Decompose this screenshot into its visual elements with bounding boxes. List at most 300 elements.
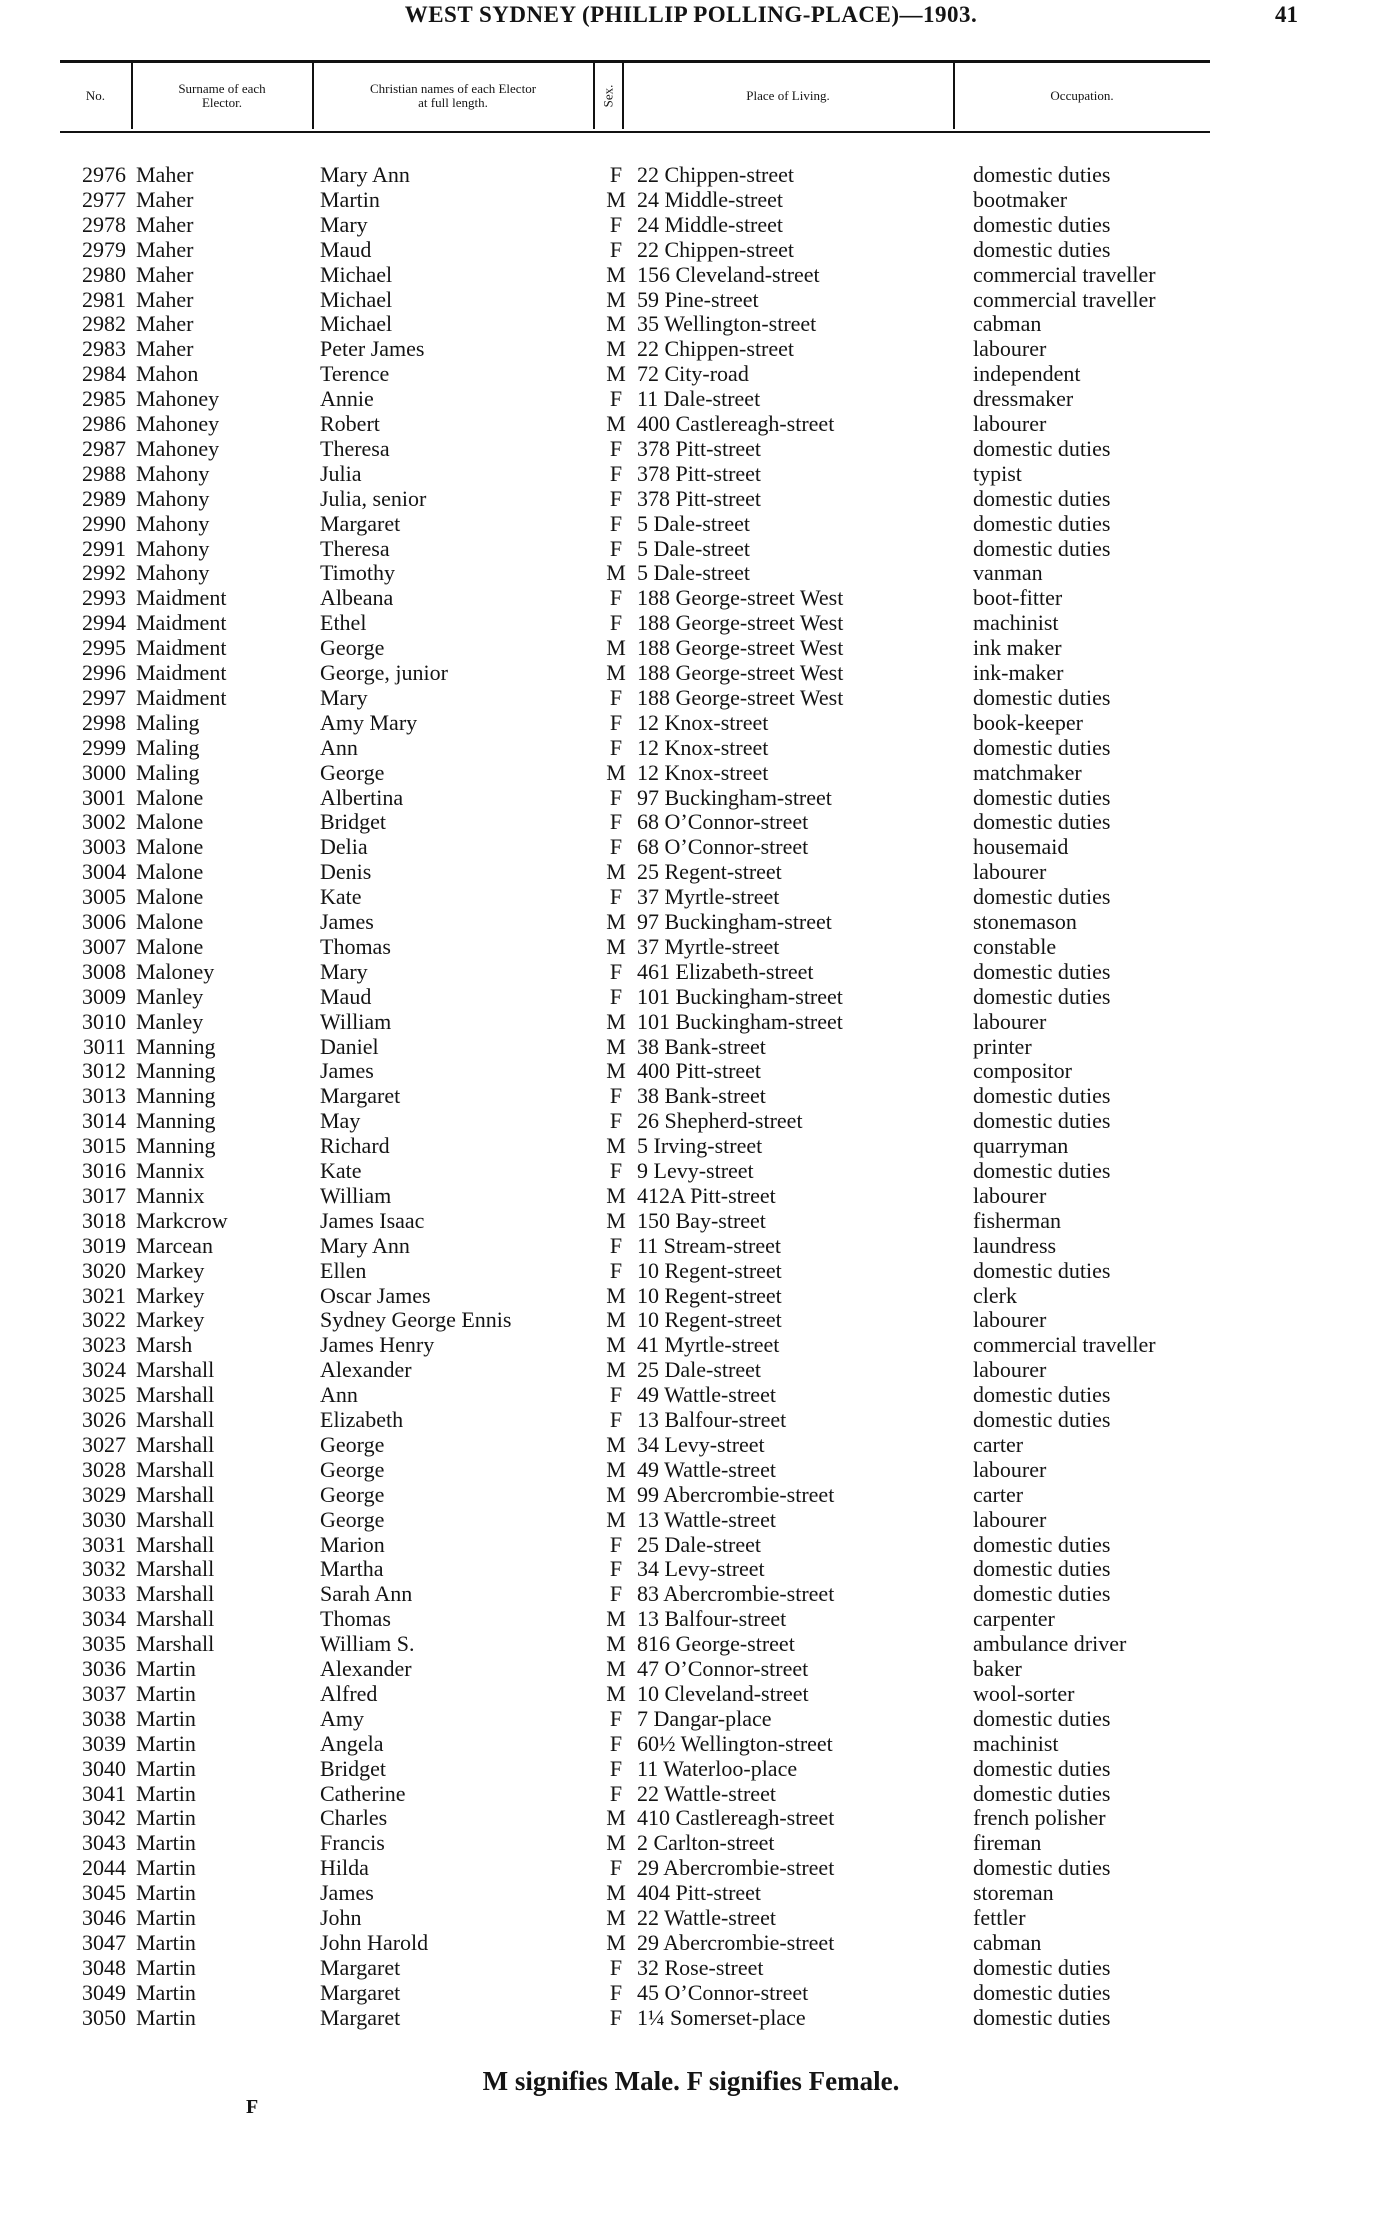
elector-occupation: commercial traveller	[973, 1332, 1156, 1358]
elector-christian-names: Delia	[320, 834, 368, 860]
elector-number: 2991	[82, 535, 126, 561]
elector-place-of-living: 7 Dangar-place	[637, 1705, 772, 1731]
elector-place-of-living: 12 Knox-street	[637, 759, 769, 785]
elector-occupation: machinist	[973, 1730, 1059, 1756]
elector-place-of-living: 37 Myrtle-street	[637, 884, 780, 910]
elector-place-of-living: 22 Wattle-street	[637, 1780, 776, 1806]
elector-occupation: labourer	[973, 1506, 1047, 1532]
elector-number: 3009	[82, 983, 126, 1009]
elector-surname: Maher	[136, 311, 194, 337]
table-row	[0, 984, 1382, 1009]
elector-surname: Maloney	[136, 958, 215, 984]
elector-place-of-living: 32 Rose-street	[637, 1954, 764, 1980]
table-row	[0, 710, 1382, 735]
elector-occupation: fettler	[973, 1905, 1026, 1930]
elector-occupation: compositor	[973, 1058, 1072, 1084]
elector-place-of-living: 83 Abercrombie-street	[637, 1581, 835, 1607]
elector-place-of-living: 22 Chippen-street	[637, 236, 795, 262]
elector-sex: F	[609, 1705, 623, 1731]
elector-sex: F	[609, 1257, 623, 1283]
elector-sex: F	[609, 386, 623, 412]
table-row	[0, 1183, 1382, 1208]
table-row	[0, 361, 1382, 386]
col-header-no-label: No.	[85, 88, 106, 103]
elector-christian-names: Oscar James	[320, 1282, 431, 1308]
elector-occupation: fisherman	[973, 1207, 1061, 1233]
elector-sex: M	[606, 1357, 626, 1383]
elector-number: 3007	[82, 933, 126, 959]
elector-occupation: domestic duties	[973, 485, 1111, 511]
elector-christian-names: Michael	[320, 311, 393, 337]
elector-number: 2993	[82, 585, 126, 611]
table-row	[0, 1631, 1382, 1656]
elector-occupation: dressmaker	[973, 386, 1074, 412]
elector-christian-names: Thomas	[320, 1606, 391, 1632]
elector-christian-names: George, junior	[320, 660, 448, 685]
elector-christian-names: Theresa	[320, 535, 390, 561]
elector-place-of-living: 59 Pine-street	[637, 286, 759, 312]
elector-surname: Markey	[136, 1307, 205, 1333]
elector-surname: Maher	[136, 162, 194, 187]
elector-sex: M	[606, 1805, 626, 1831]
elector-number: 3037	[82, 1680, 126, 1706]
elector-number: 3013	[82, 1083, 126, 1109]
elector-surname: Marshall	[136, 1506, 215, 1532]
elector-number: 2992	[82, 560, 126, 586]
elector-number: 3017	[82, 1182, 126, 1208]
elector-occupation: carpenter	[973, 1606, 1055, 1632]
elector-sex: F	[609, 809, 623, 835]
table-row	[0, 1332, 1382, 1357]
elector-number: 3030	[82, 1506, 126, 1532]
elector-sex: M	[606, 635, 626, 661]
elector-occupation: domestic duties	[973, 734, 1111, 760]
elector-place-of-living: 34 Levy-street	[637, 1431, 765, 1457]
elector-place-of-living: 11 Waterloo-place	[637, 1755, 798, 1781]
elector-place-of-living: 101 Buckingham-street	[637, 1008, 843, 1034]
elector-number: 3020	[82, 1257, 126, 1283]
elector-occupation: domestic duties	[973, 1705, 1111, 1731]
elector-place-of-living: 10 Cleveland-street	[637, 1680, 809, 1706]
elector-surname: Maher	[136, 236, 194, 262]
elector-place-of-living: 188 George-street West	[637, 610, 844, 636]
elector-occupation: machinist	[973, 610, 1059, 636]
elector-occupation: domestic duties	[973, 1954, 1111, 1980]
table-row	[0, 959, 1382, 984]
elector-place-of-living: 34 Levy-street	[637, 1556, 765, 1582]
elector-christian-names: Alexander	[320, 1357, 412, 1383]
elector-surname: Martin	[136, 1780, 196, 1806]
table-row	[0, 884, 1382, 909]
col-header-occupation	[954, 63, 1210, 129]
elector-christian-names: Robert	[320, 411, 380, 436]
elector-surname: Mahoney	[136, 386, 220, 412]
elector-place-of-living: 11 Stream-street	[637, 1232, 781, 1258]
elector-place-of-living: 41 Myrtle-street	[637, 1332, 780, 1358]
page-title: WEST SYDNEY (PHILLIP POLLING-PLACE)—1903.	[404, 2, 978, 27]
elector-occupation: labourer	[973, 1307, 1047, 1333]
elector-sex: F	[609, 535, 623, 561]
elector-number: 2978	[82, 211, 126, 237]
elector-surname: Malone	[136, 834, 204, 860]
elector-christian-names: Margaret	[320, 1954, 401, 1980]
elector-surname: Markey	[136, 1257, 205, 1283]
table-row	[0, 1905, 1382, 1930]
elector-surname: Maidment	[136, 684, 227, 710]
elector-number: 3050	[82, 2004, 126, 2030]
table-row	[0, 486, 1382, 511]
elector-occupation: ambulance driver	[973, 1631, 1127, 1657]
elector-sex: F	[609, 162, 623, 187]
elector-christian-names: James Isaac	[320, 1207, 425, 1233]
elector-occupation: stonemason	[973, 909, 1077, 934]
elector-sex: F	[609, 734, 623, 760]
elector-number: 3043	[82, 1830, 126, 1856]
elector-place-of-living: 150 Bay-street	[637, 1207, 766, 1233]
elector-number: 3001	[82, 784, 126, 810]
elector-place-of-living: 101 Buckingham-street	[637, 983, 843, 1009]
elector-surname: Markcrow	[136, 1207, 228, 1233]
col-header-christian-line1: Christian names of each Elector	[369, 81, 537, 96]
elector-sex: F	[609, 610, 623, 636]
elector-place-of-living: 60½ Wellington-street	[637, 1730, 833, 1756]
elector-number: 3019	[82, 1232, 126, 1258]
elector-number: 3033	[82, 1581, 126, 1607]
elector-christian-names: Theresa	[320, 435, 390, 461]
elector-place-of-living: 410 Castlereagh-street	[637, 1805, 835, 1831]
elector-christian-names: Richard	[320, 1133, 390, 1159]
elector-sex: M	[606, 759, 626, 785]
elector-surname: Malone	[136, 909, 204, 934]
elector-place-of-living: 25 Dale-street	[637, 1357, 761, 1383]
table-row	[0, 162, 1382, 187]
elector-number: 3022	[82, 1307, 126, 1333]
elector-christian-names: George	[320, 759, 385, 785]
elector-place-of-living: 11 Dale-street	[637, 386, 761, 412]
elector-place-of-living: 188 George-street West	[637, 635, 844, 661]
elector-sex: F	[609, 1780, 623, 1806]
elector-christian-names: Angela	[320, 1730, 384, 1756]
elector-occupation: domestic duties	[973, 983, 1111, 1009]
elector-number: 3045	[82, 1880, 126, 1906]
elector-christian-names: Mary Ann	[320, 162, 410, 187]
elector-place-of-living: 68 O’Connor-street	[637, 834, 809, 860]
elector-christian-names: Albeana	[320, 585, 394, 611]
elector-surname: Mahony	[136, 560, 210, 586]
elector-occupation: labourer	[973, 1008, 1047, 1034]
elector-occupation: storeman	[973, 1880, 1054, 1906]
elector-number: 3031	[82, 1531, 126, 1557]
table-row	[0, 785, 1382, 810]
elector-christian-names: Margaret	[320, 2004, 401, 2030]
elector-occupation: ink-maker	[973, 660, 1064, 685]
elector-place-of-living: 13 Balfour-street	[637, 1606, 787, 1632]
elector-surname: Martin	[136, 2004, 196, 2030]
elector-sex: M	[606, 1481, 626, 1507]
elector-place-of-living: 99 Abercrombie-street	[637, 1481, 835, 1507]
elector-christian-names: Terence	[320, 361, 390, 387]
elector-place-of-living: 400 Pitt-street	[637, 1058, 762, 1084]
elector-christian-names: Marion	[320, 1531, 385, 1557]
elector-surname: Mahon	[136, 361, 199, 387]
elector-place-of-living: 29 Abercrombie-street	[637, 1929, 835, 1955]
elector-surname: Maling	[136, 759, 200, 785]
elector-surname: Marshall	[136, 1382, 215, 1408]
elector-christian-names: Hilda	[320, 1855, 369, 1881]
footer-legend: M signifies Male. F signifies Female.	[482, 2066, 900, 2096]
elector-surname: Maher	[136, 261, 194, 287]
elector-occupation: domestic duties	[973, 1083, 1111, 1109]
elector-christian-names: George	[320, 1481, 385, 1507]
elector-sex: F	[609, 834, 623, 860]
elector-number: 2976	[82, 162, 126, 187]
elector-place-of-living: 38 Bank-street	[637, 1083, 766, 1109]
elector-occupation: wool-sorter	[973, 1680, 1075, 1706]
elector-place-of-living: 29 Abercrombie-street	[637, 1855, 835, 1881]
elector-sex: M	[606, 1332, 626, 1358]
elector-sex: M	[606, 1631, 626, 1657]
elector-place-of-living: 37 Myrtle-street	[637, 933, 780, 959]
elector-occupation: clerk	[973, 1282, 1017, 1308]
elector-place-of-living: 188 George-street West	[637, 660, 844, 685]
table-row	[0, 1382, 1382, 1407]
table-row	[0, 187, 1382, 212]
elector-place-of-living: 12 Knox-street	[637, 734, 769, 760]
elector-surname: Malone	[136, 809, 204, 835]
elector-christian-names: William	[320, 1008, 392, 1034]
table-row	[0, 909, 1382, 934]
elector-sex: M	[606, 933, 626, 959]
elector-christian-names: Albertina	[320, 784, 404, 810]
elector-christian-names: Maud	[320, 983, 372, 1009]
elector-number: 2985	[82, 386, 126, 412]
elector-surname: Mahoney	[136, 435, 220, 461]
elector-surname: Mahony	[136, 460, 210, 486]
elector-occupation: domestic duties	[973, 435, 1111, 461]
elector-place-of-living: 22 Wattle-street	[637, 1905, 776, 1930]
elector-christian-names: Annie	[320, 386, 374, 412]
elector-christian-names: Alexander	[320, 1656, 412, 1681]
elector-place-of-living: 1¼ Somerset-place	[637, 2004, 806, 2030]
elector-number: 3023	[82, 1332, 126, 1358]
elector-christian-names: Margaret	[320, 1083, 401, 1109]
elector-number: 3018	[82, 1207, 126, 1233]
table-row	[0, 386, 1382, 411]
elector-occupation: carter	[973, 1431, 1024, 1457]
elector-number: 3011	[82, 1033, 126, 1059]
elector-christian-names: Sarah Ann	[320, 1581, 413, 1607]
col-header-sex	[594, 63, 622, 129]
elector-sex: M	[606, 1008, 626, 1034]
elector-christian-names: Ellen	[320, 1257, 367, 1283]
elector-sex: F	[609, 684, 623, 710]
table-row	[0, 660, 1382, 685]
elector-surname: Maidment	[136, 585, 227, 611]
table-row	[0, 1432, 1382, 1457]
elector-number: 3028	[82, 1456, 126, 1482]
elector-christian-names: Catherine	[320, 1780, 406, 1806]
elector-sex: M	[606, 1207, 626, 1233]
elector-surname: Marshall	[136, 1456, 215, 1482]
elector-sex: F	[609, 510, 623, 536]
elector-surname: Mahony	[136, 485, 210, 511]
table-row	[0, 1706, 1382, 1731]
table-row	[0, 735, 1382, 760]
table-row	[0, 1482, 1382, 1507]
elector-sex: M	[606, 261, 626, 287]
elector-occupation: housemaid	[973, 834, 1069, 860]
elector-sex: F	[609, 1954, 623, 1980]
elector-surname: Malone	[136, 859, 204, 885]
elector-sex: F	[609, 1855, 623, 1881]
elector-christian-names: William S.	[320, 1631, 415, 1657]
elector-surname: Manning	[136, 1133, 216, 1159]
elector-surname: Martin	[136, 1755, 196, 1781]
elector-sex: F	[609, 1232, 623, 1258]
table-row	[0, 1930, 1382, 1955]
elector-occupation: domestic duties	[973, 1257, 1111, 1283]
elector-number: 2989	[82, 485, 126, 511]
elector-number: 3006	[82, 909, 126, 934]
elector-sex: F	[609, 1556, 623, 1582]
elector-occupation: domestic duties	[973, 1531, 1111, 1557]
elector-number: 2983	[82, 336, 126, 362]
elector-number: 3034	[82, 1606, 126, 1632]
table-row	[0, 1830, 1382, 1855]
elector-place-of-living: 26 Shepherd-street	[637, 1108, 803, 1134]
elector-number: 3025	[82, 1382, 126, 1408]
elector-occupation: labourer	[973, 1456, 1047, 1482]
table-row	[0, 536, 1382, 561]
elector-sex: M	[606, 1880, 626, 1906]
elector-surname: Martin	[136, 1830, 196, 1856]
col-header-sex-label: Sex.	[600, 84, 615, 108]
elector-surname: Marshall	[136, 1556, 215, 1582]
elector-sex: M	[606, 1282, 626, 1308]
elector-number: 3015	[82, 1133, 126, 1159]
elector-surname: Marshall	[136, 1606, 215, 1632]
elector-christian-names: George	[320, 1506, 385, 1532]
elector-sex: M	[606, 1033, 626, 1059]
elector-place-of-living: 22 Chippen-street	[637, 162, 795, 187]
elector-occupation: domestic duties	[973, 535, 1111, 561]
table-row	[0, 262, 1382, 287]
elector-occupation: domestic duties	[973, 684, 1111, 710]
elector-surname: Marshall	[136, 1581, 215, 1607]
table-row	[0, 1955, 1382, 1980]
table-row	[0, 685, 1382, 710]
elector-sex: M	[606, 1058, 626, 1084]
elector-number: 3046	[82, 1905, 126, 1930]
elector-christian-names: Martin	[320, 186, 380, 212]
elector-sex: M	[606, 1656, 626, 1681]
elector-surname: Martin	[136, 1979, 196, 2005]
elector-occupation: bootmaker	[973, 186, 1068, 212]
elector-sex: M	[606, 1307, 626, 1333]
table-row	[0, 1009, 1382, 1034]
elector-christian-names: Martha	[320, 1556, 384, 1582]
elector-number: 3005	[82, 884, 126, 910]
elector-surname: Marshall	[136, 1407, 215, 1432]
elector-surname: Manley	[136, 1008, 204, 1034]
elector-sex: F	[609, 1407, 623, 1432]
elector-sex: F	[609, 958, 623, 984]
table-row	[0, 585, 1382, 610]
table-row	[0, 834, 1382, 859]
elector-christian-names: James Henry	[320, 1332, 435, 1358]
table-row	[0, 1731, 1382, 1756]
elector-occupation: domestic duties	[973, 211, 1111, 237]
elector-occupation: domestic duties	[973, 1780, 1111, 1806]
elector-number: 3038	[82, 1705, 126, 1731]
elector-number: 3002	[82, 809, 126, 835]
elector-sex: F	[609, 983, 623, 1009]
table-row	[0, 212, 1382, 237]
col-header-occupation-label: Occupation.	[1050, 88, 1114, 103]
elector-occupation: ink maker	[973, 635, 1062, 661]
elector-number: 3039	[82, 1730, 126, 1756]
elector-number: 3008	[82, 958, 126, 984]
elector-sex: M	[606, 1680, 626, 1706]
col-header-surname-line2: Elector.	[201, 95, 243, 110]
elector-occupation: quarryman	[973, 1133, 1069, 1159]
elector-christian-names: Ann	[320, 734, 358, 760]
elector-occupation: domestic duties	[973, 1979, 1111, 2005]
elector-christian-names: Mary	[320, 958, 368, 984]
elector-surname: Marshall	[136, 1481, 215, 1507]
elector-number: 2982	[82, 311, 126, 337]
elector-occupation: domestic duties	[973, 784, 1111, 810]
elector-place-of-living: 35 Wellington-street	[637, 311, 817, 337]
elector-occupation: domestic duties	[973, 1755, 1111, 1781]
elector-surname: Malone	[136, 784, 204, 810]
elector-occupation: cabman	[973, 311, 1042, 337]
elector-occupation: labourer	[973, 411, 1047, 436]
elector-place-of-living: 13 Balfour-street	[637, 1407, 787, 1432]
elector-surname: Martin	[136, 1954, 196, 1980]
elector-number: 2986	[82, 411, 126, 436]
elector-number: 2980	[82, 261, 126, 287]
elector-christian-names: Margaret	[320, 1979, 401, 2005]
elector-place-of-living: 2 Carlton-street	[637, 1830, 775, 1856]
elector-occupation: carter	[973, 1481, 1024, 1507]
elector-christian-names: Ann	[320, 1382, 358, 1408]
elector-sex: M	[606, 186, 626, 212]
elector-christian-names: John	[320, 1905, 362, 1930]
elector-sex: M	[606, 1506, 626, 1532]
elector-place-of-living: 5 Dale-street	[637, 560, 750, 586]
elector-surname: Markey	[136, 1282, 205, 1308]
elector-sex: M	[606, 411, 626, 436]
table-row	[0, 311, 1382, 336]
elector-occupation: labourer	[973, 336, 1047, 362]
elector-occupation: matchmaker	[973, 759, 1082, 785]
elector-number: 2990	[82, 510, 126, 536]
elector-christian-names: George	[320, 635, 385, 661]
elector-christian-names: Michael	[320, 286, 393, 312]
table-row	[0, 2005, 1382, 2030]
elector-occupation: domestic duties	[973, 236, 1111, 262]
elector-place-of-living: 9 Levy-street	[637, 1158, 754, 1183]
table-row	[0, 1283, 1382, 1308]
table-row	[0, 287, 1382, 312]
table-row	[0, 635, 1382, 660]
elector-christian-names: May	[320, 1108, 361, 1134]
elector-sex: F	[609, 485, 623, 511]
elector-place-of-living: 156 Cleveland-street	[637, 261, 820, 287]
elector-place-of-living: 10 Regent-street	[637, 1257, 782, 1283]
elector-number: 3040	[82, 1755, 126, 1781]
